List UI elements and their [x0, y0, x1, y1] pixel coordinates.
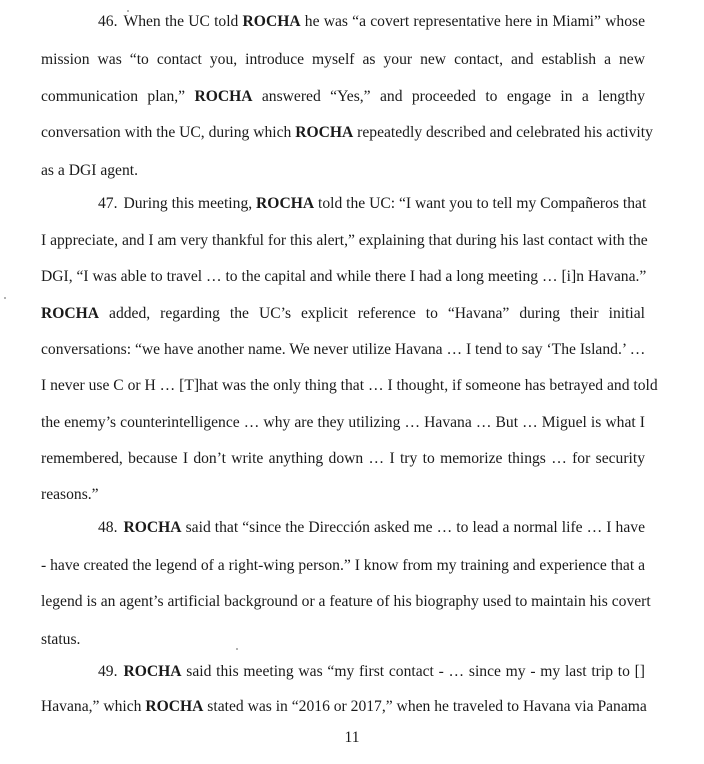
paragraph-48-line-3: legend is an agent’s artificial background or a feature of his biography used to maintain his covert: [41, 593, 651, 610]
paragraph-46-line-4: conversation with the UC, during which ROCHA repeatedly described and celebrated his activity: [41, 124, 653, 141]
paragraph-46-line-1: 46. When the UC told ROCHA he was “a covert representative here in Miami” whose: [98, 13, 645, 30]
paragraph-number: 48.: [98, 519, 118, 536]
paragraph-47-line-1: 47. During this meeting, ROCHA told the UC: “I want you to tell my Compañeros that: [98, 195, 647, 212]
paragraph-number: 49.: [98, 663, 118, 680]
paragraph-47-line-9: reasons.”: [41, 486, 99, 503]
paragraph-number: 46.: [98, 13, 118, 30]
paragraph-47-line-6: I never use C or H … [T]hat was the only thing that … I thought, if someone has betrayed and told: [41, 377, 658, 394]
paragraph-48-line-2: - have created the legend of a right-wing person.” I know from my training and experience that a: [41, 557, 645, 574]
page-number: 11: [344, 729, 360, 746]
scan-speck: [236, 648, 238, 650]
paragraph-49-line-1: 49. ROCHA said this meeting was “my first contact - … since my - my last trip to []: [98, 663, 645, 680]
paragraph-48-line-1: 48. ROCHA said that “since the Dirección asked me … to lead a normal life … I have: [98, 519, 645, 536]
paragraph-47-line-5: conversations: “we have another name. We never utilize Havana … I tend to say ‘The Island.’ …: [41, 341, 646, 358]
paragraph-number: 47.: [98, 195, 118, 212]
paragraph-46-line-5: as a DGI agent.: [41, 162, 138, 179]
scan-speck: [4, 297, 6, 299]
paragraph-47-line-4: ROCHA added, regarding the UC’s explicit reference to “Havana” during their initial: [41, 305, 645, 322]
paragraph-47-line-8: remembered, because I don’t write anything down … I try to memorize things … for security: [41, 450, 645, 467]
paragraph-46-line-2: mission was “to contact you, introduce myself as your new contact, and establish a new: [41, 51, 645, 68]
scan-speck: [127, 10, 129, 12]
paragraph-47-line-2: I appreciate, and I am very thankful for this alert,” explaining that during his last contact with the: [41, 232, 648, 249]
paragraph-47-line-3: DGI, “I was able to travel … to the capital and while there I had a long meeting … [i]n Havana.”: [41, 268, 647, 285]
paragraph-46-line-3: communication plan,” ROCHA answered “Yes,” and proceeded to engage in a lengthy: [41, 88, 645, 105]
paragraph-49-line-2: Havana,” which ROCHA stated was in “2016 or 2017,” when he traveled to Havana via Panama: [41, 698, 647, 715]
paragraph-47-line-7: the enemy’s counterintelligence … why are they utilizing … Havana … But … Miguel is what I: [41, 414, 645, 431]
paragraph-48-line-4: status.: [41, 631, 81, 648]
